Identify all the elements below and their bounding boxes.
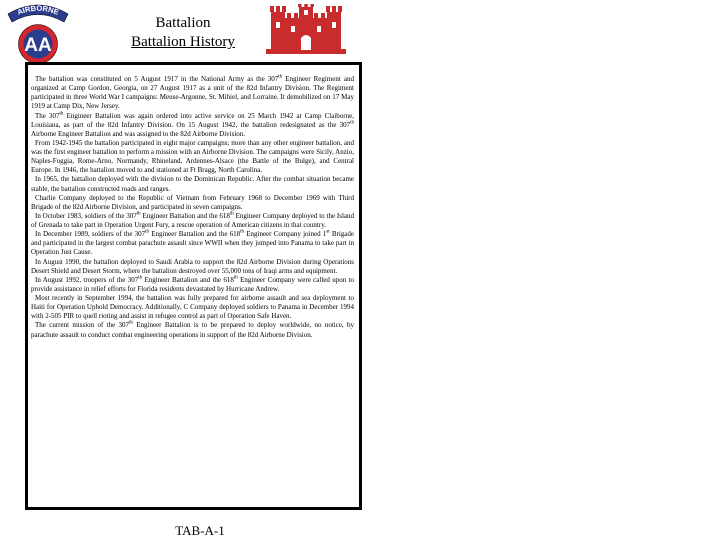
page-title: [100, 14, 266, 52]
history-paragraph: In October 1983, soldiers of the 307th Engineer Battalion and the 618th Engineer Company deployed to the Island of Grenada to take part in Operation Urgent Fury, a rescue operation of American citizens in that country.: [31, 211, 354, 229]
history-text: [31, 75, 354, 340]
history-paragraph: From 1942-1945 the battalion participated in eight major campaigns; more than any other engineer battalion, and was the first engineer battalion to perform a mission with an Airborne Division. The campaigns were Sicily, Anzio, Naples-Foggia, Rome-Arno, Normandy, Rhineland, Ardennes-Alsace (the Battle of the Bulge), and Central Europe. In 1946, the battalion moved to and stationed at Ft Bragg, North Carolina.: [31, 138, 354, 175]
airborne-aa-patch-icon: [6, 2, 70, 64]
history-paragraph: In 1965, the battalion deployed with the division to the Dominican Republic. After the combat situation became stable, the battalion constructed roads and ranges.: [31, 175, 354, 193]
history-paragraph: In August 1992, troopers of the 307th Engineer Battalion and the 618th Engineer Company were called upon to provide assistance in relief efforts for Florida residents devastated by Hurricane Andrew.: [31, 275, 354, 293]
title-subtitle: Battalion History: [131, 34, 235, 50]
title-main: Battalion: [155, 15, 211, 31]
history-paragraph: The battalion was constituted on 5 August 1917 in the National Army as the 307th Engineer Regiment and organized at Camp Gordon, Georgia, on 27 August 1917 as a unit of the 82d Infantry Division. The Regiment participated in three World War I campaigns: Meuse-Argonne, St. Mihiel, and Lorraine. It demobilized on 17 May 1919 at Camp Dix, New Jersey.: [31, 74, 355, 111]
history-paragraph: Charlie Company deployed to the Republic of Vietnam from February 1968 to December 1969 with Third Brigade of the 82d Airborne Division, and participated in seven campaigns.: [31, 193, 354, 211]
engineer-castle-icon: [266, 4, 346, 54]
history-paragraph: The 307th Engineer Battalion was again ordered into active service on 25 March 1942 at Camp Claiborne, Louisiana, as part of the 82d Infantry Division. On 15 August 1942, the battalion redesignated as the 307th Airborne Engineer Battalion and was assigned to the 82d Airborne Division.: [31, 111, 354, 138]
history-paragraph: Most recently in September 1994, the battalion was fully prepared for airborne assault and sea deployment to Haiti for Operation Uphold Democracy. Additionally, C Company deployed soldiers to Panama in December 1994 with 2-505 PIR to quell rioting and assist in refugee control as part of Operation Safe Haven.: [31, 294, 354, 321]
page-label: TAB-A-1: [175, 523, 225, 538]
history-paragraph: In August 1990, the battalion deployed to Saudi Arabia to support the 82d Airborne Division during Operations Desert Shield and Desert Storm, where the battalion destroyed over 55,000 tons of Iraqi arms and equipment.: [31, 257, 354, 275]
history-paragraph: In December 1989, soldiers of the 307th Engineer Battalion and the 618th Engineer Company joined 1st Brigade and participated in the largest combat parachute assault since WWII when they jumped into Panama to take part in Operation Just Cause.: [31, 229, 354, 257]
patch-letters: AA: [24, 35, 52, 56]
history-paragraph: The current mission of the 307th Engineer Battalion is to be prepared to deploy worldwide, no notice, by parachute assault to conduct combat engineering operations in support of the 82d Airborne Division.: [31, 321, 355, 339]
patch-tab-text: AIRBORNE: [15, 3, 61, 17]
